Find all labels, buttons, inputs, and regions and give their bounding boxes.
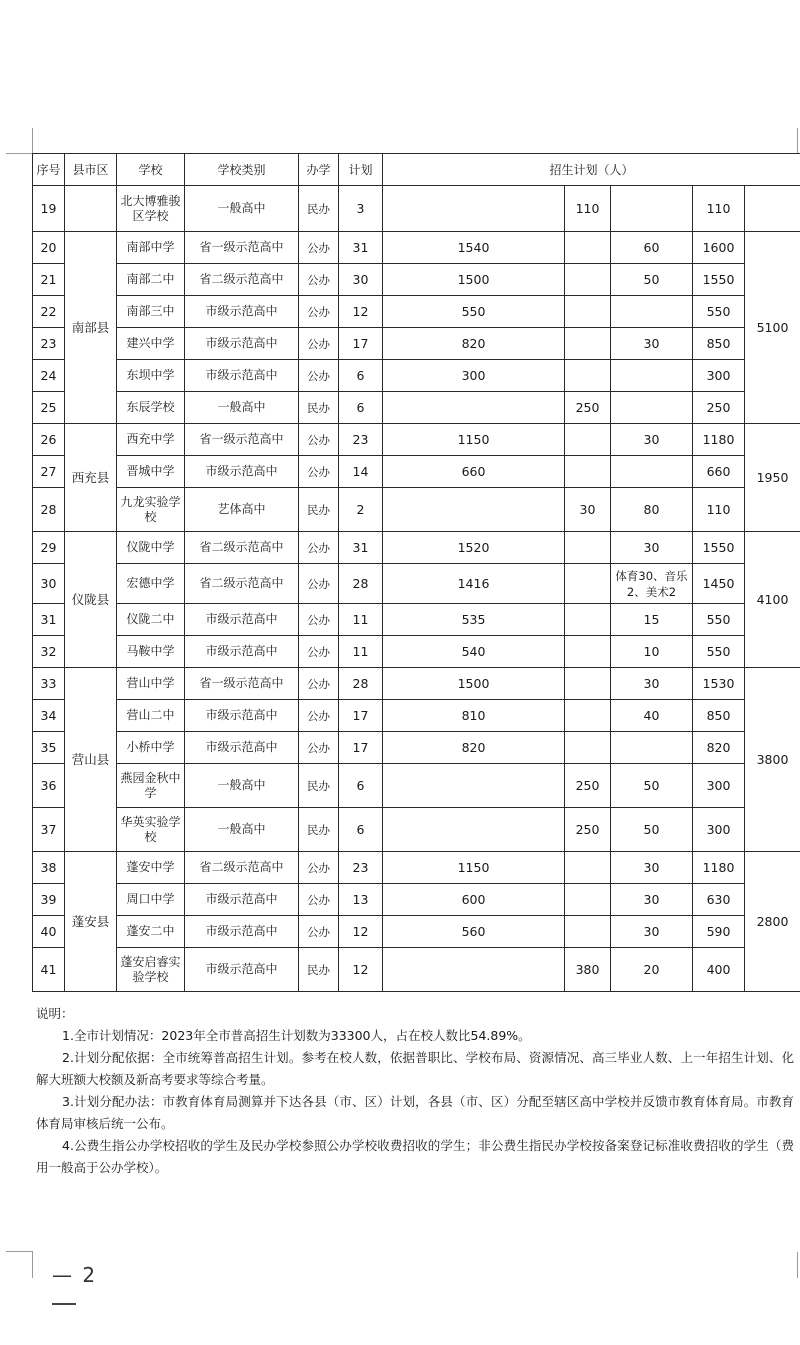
table-row [33, 532, 800, 564]
cell-county: 营山县 [65, 668, 117, 852]
cell-ownership: 公办 [299, 456, 339, 488]
cell-public: 1500 [383, 264, 565, 296]
cell-school-total: 660 [693, 456, 745, 488]
header-school-type: 学校类别 [185, 154, 299, 186]
cell-school: 北大博雅骏区学校 [117, 186, 185, 232]
table-row [33, 852, 800, 884]
cell-type: 省二级示范高中 [185, 264, 299, 296]
cell-public [383, 186, 565, 232]
cell-school-total: 820 [693, 732, 745, 764]
cell-public [383, 488, 565, 532]
cell-school-total: 850 [693, 328, 745, 360]
cell-school: 仪陇中学 [117, 532, 185, 564]
cell-seq: 35 [33, 732, 65, 764]
cell-county-empty [65, 186, 117, 232]
notes-section [36, 1003, 794, 1179]
cell-school-total: 1450 [693, 564, 745, 604]
cell-public: 1416 [383, 564, 565, 604]
cell-public: 1520 [383, 532, 565, 564]
cell-special: 50 [611, 264, 693, 296]
cell-plan: 23 [339, 852, 383, 884]
cell-special: 40 [611, 700, 693, 732]
cell-type: 省二级示范高中 [185, 532, 299, 564]
cell-school: 小桥中学 [117, 732, 185, 764]
cell-public: 1540 [383, 232, 565, 264]
cell-public: 300 [383, 360, 565, 392]
cell-public: 820 [383, 328, 565, 360]
cell-plan: 17 [339, 328, 383, 360]
cell-school-total: 1530 [693, 668, 745, 700]
cell-ownership: 公办 [299, 232, 339, 264]
table-row [33, 668, 800, 700]
cell-special [611, 186, 693, 232]
cell-plan: 12 [339, 916, 383, 948]
table-row [33, 360, 800, 392]
cell-ownership: 民办 [299, 186, 339, 232]
cell-ownership: 公办 [299, 424, 339, 456]
header-enroll-plan: 招生计划（人） [383, 154, 800, 186]
cell-seq: 40 [33, 916, 65, 948]
cell-plan: 28 [339, 564, 383, 604]
cell-ownership: 公办 [299, 884, 339, 916]
cell-ownership: 公办 [299, 264, 339, 296]
cell-ownership: 民办 [299, 808, 339, 852]
cell-ownership: 公办 [299, 700, 339, 732]
table-row [33, 916, 800, 948]
cell-plan: 31 [339, 532, 383, 564]
cell-seq: 27 [33, 456, 65, 488]
cell-plan: 31 [339, 232, 383, 264]
cell-special: 80 [611, 488, 693, 532]
cell-type: 市级示范高中 [185, 948, 299, 992]
cell-seq: 28 [33, 488, 65, 532]
cell-county-total-empty [745, 186, 800, 232]
cell-plan: 30 [339, 264, 383, 296]
cell-special: 30 [611, 884, 693, 916]
table-row [33, 564, 800, 604]
cell-public: 1150 [383, 424, 565, 456]
cell-school: 燕园金秋中学 [117, 764, 185, 808]
note-item: 2.计划分配依据：全市统筹普高招生计划。参考在校人数，依据普职比、学校布局、资源情况、高三毕业人数、上一年招生计划、化解大班额大校额及新高考要求等综合考量。 [36, 1050, 794, 1087]
cell-ownership: 公办 [299, 852, 339, 884]
cell-school-total: 300 [693, 360, 745, 392]
cell-ownership: 民办 [299, 764, 339, 808]
cell-plan: 12 [339, 948, 383, 992]
cell-type: 省一级示范高中 [185, 232, 299, 264]
cell-public [383, 808, 565, 852]
cell-public: 820 [383, 732, 565, 764]
cell-school: 西充中学 [117, 424, 185, 456]
cell-type: 市级示范高中 [185, 700, 299, 732]
cell-school-total: 550 [693, 636, 745, 668]
cell-ownership: 公办 [299, 564, 339, 604]
cell-county: 南部县 [65, 232, 117, 424]
table-row [33, 264, 800, 296]
crop-mark-bottom-left-v [32, 1252, 33, 1278]
cell-special: 30 [611, 532, 693, 564]
cell-school-total: 590 [693, 916, 745, 948]
cell-type: 市级示范高中 [185, 636, 299, 668]
table-row [33, 328, 800, 360]
cell-seq: 37 [33, 808, 65, 852]
cell-seq: 25 [33, 392, 65, 424]
header-seq: 序号 [33, 154, 65, 186]
header-school: 学校 [117, 154, 185, 186]
cell-public: 540 [383, 636, 565, 668]
cell-nonpublic [565, 424, 611, 456]
cell-nonpublic [565, 636, 611, 668]
cell-type: 艺体高中 [185, 488, 299, 532]
note-item: 4.公费生指公办学校招收的学生及民办学校参照公办学校收费招收的学生；非公费生指民办学校按备案登记标准收费招收的学生（费用一般高于公办学校）。 [36, 1138, 794, 1175]
table-row [33, 186, 800, 232]
header-county: 县市区 [65, 154, 117, 186]
cell-nonpublic: 250 [565, 808, 611, 852]
table-row [33, 232, 800, 264]
cell-nonpublic [565, 564, 611, 604]
cell-special [611, 296, 693, 328]
cell-nonpublic: 250 [565, 392, 611, 424]
note-item: 3.计划分配办法：市教育体育局测算并下达各县（市、区）计划，各县（市、区）分配至辖区高中学校并反馈市教育体育局。市教育体育局审核后统一公布。 [36, 1094, 794, 1131]
cell-seq: 38 [33, 852, 65, 884]
cell-seq: 19 [33, 186, 65, 232]
cell-school: 蓬安中学 [117, 852, 185, 884]
cell-seq: 26 [33, 424, 65, 456]
cell-school-total: 550 [693, 296, 745, 328]
cell-plan: 6 [339, 360, 383, 392]
cell-county-total: 4100 [745, 532, 800, 668]
crop-mark-bottom-right-v [797, 1252, 798, 1278]
cell-nonpublic [565, 296, 611, 328]
cell-nonpublic [565, 732, 611, 764]
cell-school: 东坝中学 [117, 360, 185, 392]
cell-type: 一般高中 [185, 186, 299, 232]
page-number: — 2 [52, 1263, 98, 1287]
cell-school: 营山中学 [117, 668, 185, 700]
note-item: 1.全市计划情况：2023年全市普高招生计划数为33300人，占在校人数比54.89%。 [62, 1028, 531, 1043]
cell-school-total: 110 [693, 186, 745, 232]
cell-seq: 34 [33, 700, 65, 732]
cell-ownership: 公办 [299, 732, 339, 764]
cell-seq: 24 [33, 360, 65, 392]
cell-county-total: 2800 [745, 852, 800, 992]
cell-ownership: 民办 [299, 392, 339, 424]
cell-plan: 6 [339, 392, 383, 424]
cell-school-total: 110 [693, 488, 745, 532]
cell-type: 市级示范高中 [185, 916, 299, 948]
cell-nonpublic [565, 884, 611, 916]
cell-public: 560 [383, 916, 565, 948]
cell-school-total: 250 [693, 392, 745, 424]
cell-plan: 13 [339, 884, 383, 916]
cell-school-total: 1180 [693, 852, 745, 884]
cell-type: 市级示范高中 [185, 884, 299, 916]
cell-seq: 23 [33, 328, 65, 360]
cell-public: 660 [383, 456, 565, 488]
cell-nonpublic [565, 456, 611, 488]
cell-special [611, 360, 693, 392]
cell-school: 晋城中学 [117, 456, 185, 488]
crop-mark-top-left-v [32, 128, 33, 154]
cell-special [611, 392, 693, 424]
cell-public: 1500 [383, 668, 565, 700]
cell-type: 市级示范高中 [185, 456, 299, 488]
table-row [33, 392, 800, 424]
cell-nonpublic: 110 [565, 186, 611, 232]
table-row [33, 296, 800, 328]
cell-public [383, 948, 565, 992]
cell-county-total: 3800 [745, 668, 800, 852]
cell-school: 仪陇二中 [117, 604, 185, 636]
cell-public [383, 392, 565, 424]
cell-seq: 33 [33, 668, 65, 700]
cell-type: 市级示范高中 [185, 296, 299, 328]
cell-type: 省一级示范高中 [185, 424, 299, 456]
cell-school-total: 1600 [693, 232, 745, 264]
cell-ownership: 公办 [299, 636, 339, 668]
cell-school-total: 550 [693, 604, 745, 636]
table-row [33, 488, 800, 532]
cell-school-total: 300 [693, 808, 745, 852]
cell-plan: 14 [339, 456, 383, 488]
cell-type: 市级示范高中 [185, 604, 299, 636]
header-plan: 计划 [339, 154, 383, 186]
table-row [33, 808, 800, 852]
cell-type: 一般高中 [185, 764, 299, 808]
table-row [33, 636, 800, 668]
cell-public: 535 [383, 604, 565, 636]
cell-school: 九龙实验学校 [117, 488, 185, 532]
cell-school: 华英实验学校 [117, 808, 185, 852]
cell-type: 一般高中 [185, 392, 299, 424]
cell-ownership: 公办 [299, 668, 339, 700]
cell-special: 30 [611, 328, 693, 360]
cell-seq: 41 [33, 948, 65, 992]
cell-school-total: 850 [693, 700, 745, 732]
cell-plan: 11 [339, 636, 383, 668]
cell-public: 550 [383, 296, 565, 328]
cell-school: 宏德中学 [117, 564, 185, 604]
cell-seq: 20 [33, 232, 65, 264]
cell-school: 南部中学 [117, 232, 185, 264]
cell-seq: 32 [33, 636, 65, 668]
cell-special: 50 [611, 764, 693, 808]
cell-nonpublic: 250 [565, 764, 611, 808]
cell-ownership: 公办 [299, 532, 339, 564]
cell-type: 市级示范高中 [185, 328, 299, 360]
cell-plan: 28 [339, 668, 383, 700]
crop-mark-top-left-h [6, 153, 33, 154]
cell-plan: 17 [339, 700, 383, 732]
cell-ownership: 公办 [299, 604, 339, 636]
cell-school-total: 300 [693, 764, 745, 808]
cell-school: 周口中学 [117, 884, 185, 916]
header-ownership: 办学 [299, 154, 339, 186]
cell-public: 810 [383, 700, 565, 732]
table-row [33, 732, 800, 764]
cell-type: 一般高中 [185, 808, 299, 852]
cell-type: 市级示范高中 [185, 360, 299, 392]
cell-ownership: 公办 [299, 916, 339, 948]
cell-special [611, 732, 693, 764]
cell-ownership: 公办 [299, 360, 339, 392]
cell-school: 建兴中学 [117, 328, 185, 360]
cell-public: 600 [383, 884, 565, 916]
table-row [33, 456, 800, 488]
table-row [33, 948, 800, 992]
cell-school: 东辰学校 [117, 392, 185, 424]
cell-plan: 11 [339, 604, 383, 636]
cell-seq: 29 [33, 532, 65, 564]
cell-school-total: 1550 [693, 532, 745, 564]
cell-nonpublic [565, 852, 611, 884]
cell-ownership: 民办 [299, 488, 339, 532]
cell-type: 省一级示范高中 [185, 668, 299, 700]
cell-nonpublic [565, 668, 611, 700]
cell-nonpublic [565, 916, 611, 948]
cell-type: 省二级示范高中 [185, 852, 299, 884]
cell-nonpublic [565, 328, 611, 360]
cell-school-total: 1550 [693, 264, 745, 296]
crop-mark-bottom-left-h [6, 1251, 33, 1252]
cell-seq: 39 [33, 884, 65, 916]
table-row [33, 884, 800, 916]
cell-school: 南部二中 [117, 264, 185, 296]
cell-plan: 23 [339, 424, 383, 456]
cell-special: 60 [611, 232, 693, 264]
cell-school: 蓬安启睿实验学校 [117, 948, 185, 992]
cell-seq: 21 [33, 264, 65, 296]
cell-special: 20 [611, 948, 693, 992]
cell-plan: 2 [339, 488, 383, 532]
cell-school-total: 1180 [693, 424, 745, 456]
table-row [33, 700, 800, 732]
cell-public [383, 764, 565, 808]
table-row [33, 424, 800, 456]
cell-special: 10 [611, 636, 693, 668]
table-header-row [33, 154, 800, 186]
cell-plan: 12 [339, 296, 383, 328]
cell-county: 蓬安县 [65, 852, 117, 992]
cell-special: 体育30、音乐2、美术2 [611, 564, 693, 604]
cell-school-total: 400 [693, 948, 745, 992]
cell-school: 马鞍中学 [117, 636, 185, 668]
cell-nonpublic [565, 604, 611, 636]
cell-special: 15 [611, 604, 693, 636]
cell-county: 西充县 [65, 424, 117, 532]
cell-plan: 3 [339, 186, 383, 232]
cell-special: 30 [611, 852, 693, 884]
cell-special [611, 456, 693, 488]
cell-school-total: 630 [693, 884, 745, 916]
cell-school: 营山二中 [117, 700, 185, 732]
page-number-underline [52, 1303, 76, 1305]
cell-nonpublic: 380 [565, 948, 611, 992]
cell-special: 50 [611, 808, 693, 852]
cell-plan: 17 [339, 732, 383, 764]
cell-school: 南部三中 [117, 296, 185, 328]
cell-school: 蓬安二中 [117, 916, 185, 948]
table-row [33, 764, 800, 808]
cell-type: 市级示范高中 [185, 732, 299, 764]
cell-ownership: 公办 [299, 328, 339, 360]
cell-public: 1150 [383, 852, 565, 884]
cell-seq: 30 [33, 564, 65, 604]
cell-special: 30 [611, 424, 693, 456]
cell-nonpublic [565, 264, 611, 296]
cell-county: 仪陇县 [65, 532, 117, 668]
cell-nonpublic [565, 532, 611, 564]
cell-special: 30 [611, 916, 693, 948]
cell-special: 30 [611, 668, 693, 700]
cell-ownership: 民办 [299, 948, 339, 992]
cell-nonpublic: 30 [565, 488, 611, 532]
cell-type: 省二级示范高中 [185, 564, 299, 604]
cell-plan: 6 [339, 764, 383, 808]
notes-title: 说明： [36, 1006, 74, 1021]
cell-seq: 22 [33, 296, 65, 328]
cell-county-total: 1950 [745, 424, 800, 532]
cell-seq: 31 [33, 604, 65, 636]
cell-seq: 36 [33, 764, 65, 808]
crop-mark-top-right-v [797, 128, 798, 154]
cell-nonpublic [565, 360, 611, 392]
cell-ownership: 公办 [299, 296, 339, 328]
cell-nonpublic [565, 232, 611, 264]
cell-plan: 6 [339, 808, 383, 852]
table-row [33, 604, 800, 636]
cell-nonpublic [565, 700, 611, 732]
enrollment-plan-table [32, 153, 800, 992]
cell-county-total: 5100 [745, 232, 800, 424]
